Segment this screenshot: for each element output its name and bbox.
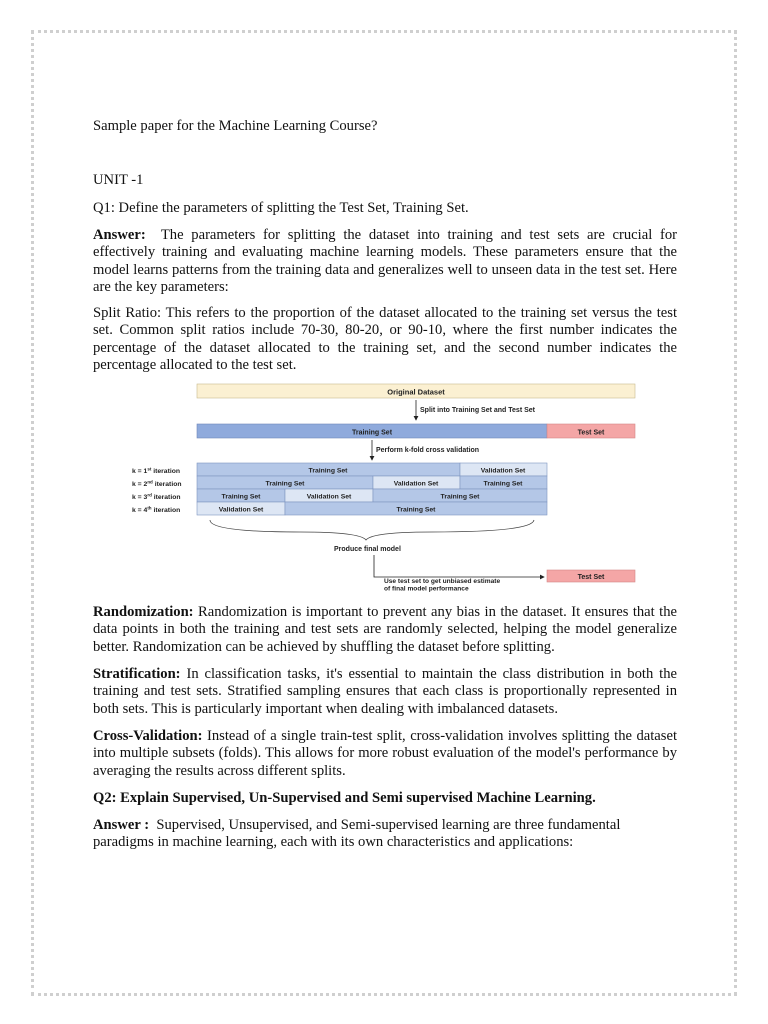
fold-cell-r4-training-label: Training Set	[396, 506, 436, 514]
fold-cell-r4-validation-label: Validation Set	[218, 506, 264, 514]
randomization-label: Randomization:	[93, 604, 194, 620]
q2-answer-label: Answer :	[93, 817, 150, 833]
final-model-label: Produce final model	[334, 546, 401, 553]
test-note-line-2: of final model performance	[384, 585, 469, 592]
answer-text: The parameters for splitting the dataset into training and test sets are crucial for effectively training and evaluating machine learning models. These parameters ensure that the model learns patterns from the training data and generalizes well to unseen data in the test set. Here are the key parameters:	[93, 227, 677, 296]
cross-validation-label: Cross-Validation:	[93, 728, 203, 744]
fold-cell-r3-training-a-label: Training Set	[221, 493, 261, 501]
randomization-text: Randomization is important to prevent any bias in the dataset. It ensures that the data points in both the training and test sets are randomly selected, helping the model generalize better. Randomization can be achieved by shuffling the dataset before splitting.	[93, 604, 677, 655]
iteration-label-3: k = 3rd iteration	[132, 492, 181, 501]
fold-cell-r3-validation-label: Validation Set	[306, 493, 352, 501]
fold-cell-r1-validation-label: Validation Set	[480, 467, 526, 475]
unit-heading: UNIT -1	[93, 172, 144, 188]
test-note-line-1: Use test set to get unbiased estimate	[384, 578, 501, 585]
q2-answer-text: Supervised, Unsupervised, and Semi-supervised learning are three fundamental paradigms in machine learning, each with its own characteristics and applications:	[93, 817, 621, 851]
fold-cell-r2-validation-label: Validation Set	[393, 480, 439, 488]
stratification-paragraph	[93, 666, 677, 718]
question-2: Q2: Explain Supervised, Un-Supervised and Semi supervised Machine Learning.	[93, 790, 596, 806]
training-set-label: Training Set	[351, 429, 393, 437]
document-title: Sample paper for the Machine Learning Course?	[93, 118, 378, 134]
iteration-labels	[132, 467, 182, 515]
split-ratio-paragraph: Split Ratio: This refers to the proportion of the dataset allocated to the training set versus the test set. Common split ratios include 70-30, 80-20, or 90-10, where the first number indicates the percentage of the dataset allocated to the training set, and the second number indicates the percentage allocated to the test set.	[93, 305, 677, 374]
iteration-label-4: k = 4th iteration	[132, 505, 181, 514]
stratification-label: Stratification:	[93, 666, 181, 682]
question-1: Q1: Define the parameters of splitting the Test Set, Training Set.	[93, 200, 469, 216]
cross-validation-paragraph	[93, 728, 677, 780]
final-test-set-label: Test Set	[577, 574, 605, 581]
kfold-step-label: Perform k-fold cross validation	[376, 447, 480, 454]
kfold-diagram	[120, 380, 640, 592]
fold-cell-r2-training-a-label: Training Set	[265, 480, 305, 488]
stratification-text: In classification tasks, it's essential to maintain the class distribution in both the training and test sets. Stratified sampling ensures that each class is proportionally represented in both sets. This is particularly important when dealing with imbalanced datasets.	[93, 666, 677, 717]
original-dataset-label: Original Dataset	[387, 387, 445, 397]
test-set-label: Test Set	[577, 429, 605, 437]
fold-cell-r2-training-b-label: Training Set	[483, 480, 523, 488]
final-arrow	[374, 555, 544, 577]
cross-validation-text: Instead of a single train-test split, cross-validation involves splitting the dataset into multiple subsets (folds). This allows for more robust evaluation of the model's performance by averaging the results across different splits.	[93, 728, 677, 779]
answer-label: Answer:	[93, 227, 146, 243]
iteration-label-2: k = 2nd iteration	[132, 479, 182, 488]
randomization-paragraph	[93, 604, 677, 656]
iteration-label-1: k = 1st iteration	[132, 466, 181, 475]
q2-answer-paragraph	[93, 817, 677, 852]
fold-grid	[197, 463, 547, 515]
fold-cell-r3-training-b-label: Training Set	[440, 493, 480, 501]
q1-answer-paragraph	[93, 227, 677, 297]
fold-brace	[210, 520, 534, 540]
fold-cell-r1-training-label: Training Set	[308, 467, 348, 475]
split-step-label: Split into Training Set and Test Set	[420, 407, 535, 414]
